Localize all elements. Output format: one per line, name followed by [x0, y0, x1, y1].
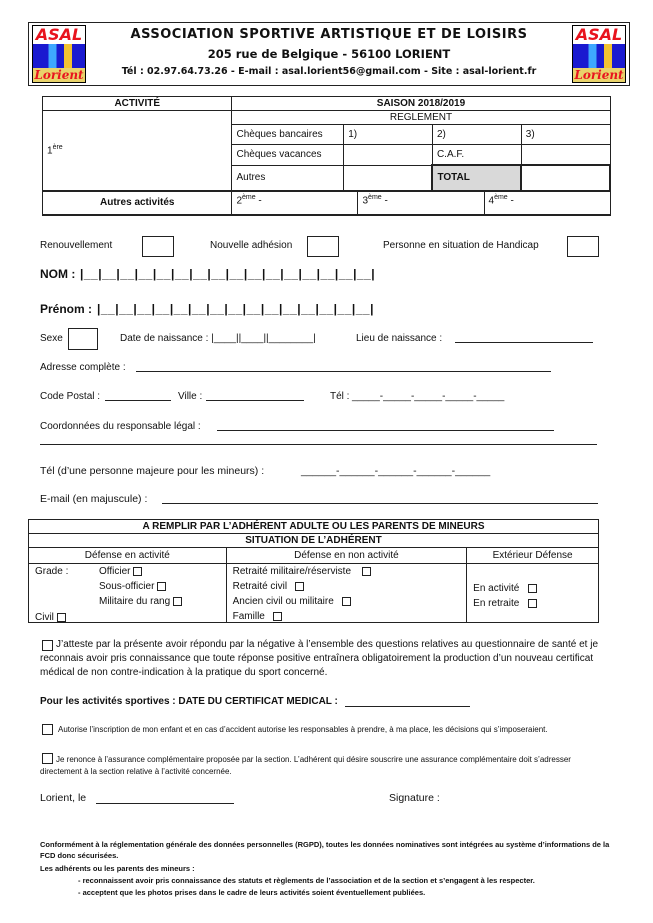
sexe-label: Sexe: [40, 333, 63, 344]
lorient-date-field[interactable]: [96, 790, 234, 804]
lorient-le-label: Lorient, le: [40, 792, 87, 804]
season-header: SAISON 2018/2019: [232, 97, 610, 111]
autorise-checkbox[interactable]: [42, 724, 53, 735]
footer-item-1: - reconnaissent avoir pris connaissance des statuts et règlements de l’association et de la section et s’engagent à les respecter.: [78, 876, 535, 885]
autorise-text: Autorise l’inscription de mon enfant et en cas d’accident autorise les responsables à prendre, à ma place, les décisions qui s’imposeraient.: [58, 725, 548, 734]
nouvelle-adhesion-label: Nouvelle adhésion: [210, 240, 293, 251]
lieu-naissance-label: Lieu de naissance :: [356, 333, 443, 344]
cheque-field-3[interactable]: 3): [521, 125, 610, 145]
cheques-vacances-field[interactable]: [344, 145, 433, 166]
nouvelle-adhesion-checkbox[interactable]: [307, 236, 339, 257]
activity-header: ACTIVITÉ: [43, 97, 232, 111]
situation-title-2: SITUATION DE L’ADHÉRENT: [29, 534, 599, 548]
autres-field[interactable]: [344, 165, 433, 191]
adherents-text: Les adhérents ou les parents des mineurs :: [40, 864, 195, 873]
tel-majeur-field[interactable]: ______-______-______-______-______: [301, 465, 491, 477]
code-postal-field[interactable]: [105, 389, 171, 401]
officier-checkbox[interactable]: [133, 567, 142, 576]
activity-2-field[interactable]: 2ème -: [232, 192, 358, 214]
nom-input[interactable]: |__|__|__|__|__|__|__|__|__|__|__|__|__|__|__|__|: [80, 267, 376, 281]
cheques-bancaires-label: Chèques bancaires: [232, 125, 344, 145]
lieu-naissance-field[interactable]: [455, 331, 593, 343]
cheques-vacances-label: Chèques vacances: [232, 145, 344, 166]
first-activity-cell[interactable]: 1ère: [43, 111, 232, 191]
activity-4-field[interactable]: 4ème -: [488, 193, 514, 206]
tel-majeur-label: Tél (d’une personne majeure pour les mineurs) :: [40, 465, 265, 477]
prenom-label: Prénom :: [40, 302, 93, 316]
code-postal-label: Code Postal :: [40, 391, 101, 402]
signature-label: Signature :: [389, 792, 440, 804]
militaire-rang-checkbox[interactable]: [173, 597, 182, 606]
cheque-field-1[interactable]: 1): [344, 125, 433, 145]
atteste-text: J’atteste par la présente avoir répondu par la négative à l’ensemble des questions relatives au questionnaire de santé et je reconnais avoir pris connaissance que toute réponse positive entraînera obligatoirement la production d’un nouveau certificat médical de non contre-indication à la pratique du sport concerné.: [40, 639, 599, 678]
prenom-input[interactable]: |__|__|__|__|__|__|__|__|__|__|__|__|__|__|__|: [97, 302, 374, 316]
certificat-label: Pour les activités sportives : DATE DU CERTIFICAT MEDICAL :: [40, 696, 338, 707]
ville-label: Ville :: [178, 391, 203, 402]
association-contact: Tél : 02.97.64.73.26 - E-mail : asal.lorient56@gmail.com - Site : asal-lorient.fr: [121, 66, 537, 77]
defense-non-activite-header: Défense en non activité: [226, 548, 467, 564]
other-activities-label: Autres activités: [43, 191, 232, 215]
ancien-civil-checkbox[interactable]: [342, 597, 351, 606]
association-address: 205 rue de Belgique - 56100 LORIENT: [207, 47, 451, 61]
responsable-field-line2[interactable]: [40, 433, 597, 445]
email-label: E-mail (en majuscule) :: [40, 493, 148, 505]
caf-label: C.A.F.: [432, 145, 521, 166]
responsable-label: Coordonnées du responsable légal :: [40, 421, 201, 432]
adresse-field[interactable]: [136, 360, 551, 372]
defense-activite-cell: Grade : Officier Sous-officier Militaire du rang Civil: [29, 564, 227, 623]
retraite-civil-checkbox[interactable]: [295, 582, 304, 591]
sexe-field[interactable]: [68, 328, 98, 350]
activity-3-field[interactable]: 3ème -: [358, 192, 484, 214]
asal-logo-right: ASAL Lorient: [572, 25, 626, 83]
nom-label: NOM :: [40, 267, 76, 281]
adresse-label: Adresse complète :: [40, 362, 126, 373]
defense-non-activite-cell: Retraité militaire/réserviste Retraité civil Ancien civil ou militaire Famille: [226, 564, 467, 623]
activity-table: [42, 96, 611, 216]
handicap-checkbox[interactable]: [567, 236, 599, 257]
renonce-text: Je renonce à l’assurance complémentaire proposée par la section. L’adhérent qui désire souscrire une assurance complémentaire doit s’adresser directement à la section relative à l’activité concernée.: [40, 755, 571, 776]
renouvellement-checkbox[interactable]: [142, 236, 174, 257]
renouvellement-label: Renouvellement: [40, 240, 113, 251]
civil-checkbox[interactable]: [57, 613, 66, 622]
defense-activite-header: Défense en activité: [29, 548, 227, 564]
total-label: TOTAL: [432, 165, 521, 191]
en-retraite-checkbox[interactable]: [528, 599, 537, 608]
certificat-date-field[interactable]: [345, 694, 470, 707]
email-field[interactable]: [162, 491, 598, 504]
date-naissance-field[interactable]: Date de naissance : |____||____||________|: [120, 333, 316, 344]
autres-label: Autres: [232, 165, 344, 191]
caf-field[interactable]: [521, 145, 610, 166]
retraite-militaire-checkbox[interactable]: [362, 567, 371, 576]
ville-field[interactable]: [206, 389, 304, 401]
association-title: ASSOCIATION SPORTIVE ARTISTIQUE ET DE LOISIRS: [130, 27, 528, 42]
footer-item-2: - acceptent que les photos prises dans le cadre de leurs activités soient éventuellement publiées.: [78, 888, 426, 897]
rgpd-text: Conformément à la réglementation générale des données personnelles (RGPD), toutes les données nominatives sont intégrées au système d’informations de la FCD donc sécurisées.: [40, 840, 610, 860]
exterieur-defense-cell: En activité En retraite: [467, 564, 599, 623]
asal-logo-left: ASAL Lorient: [32, 25, 86, 83]
tel-field[interactable]: _____-_____-_____-_____-_____: [352, 391, 505, 402]
tel-label: Tél :: [330, 391, 350, 402]
reglement-label: REGLEMENT: [232, 111, 610, 125]
total-field[interactable]: [521, 165, 610, 191]
exterieur-defense-header: Extérieur Défense: [467, 548, 599, 564]
responsable-field[interactable]: [217, 419, 554, 431]
situation-title-1: A REMPLIR PAR L’ADHÉRENT ADULTE OU LES PARENTS DE MINEURS: [29, 520, 599, 534]
en-activite-checkbox[interactable]: [528, 584, 537, 593]
handicap-label: Personne en situation de Handicap: [383, 240, 539, 251]
sous-officier-checkbox[interactable]: [157, 582, 166, 591]
situation-table: [28, 519, 599, 623]
cheque-field-2[interactable]: 2): [432, 125, 521, 145]
famille-checkbox[interactable]: [273, 612, 282, 621]
header: [28, 22, 630, 86]
